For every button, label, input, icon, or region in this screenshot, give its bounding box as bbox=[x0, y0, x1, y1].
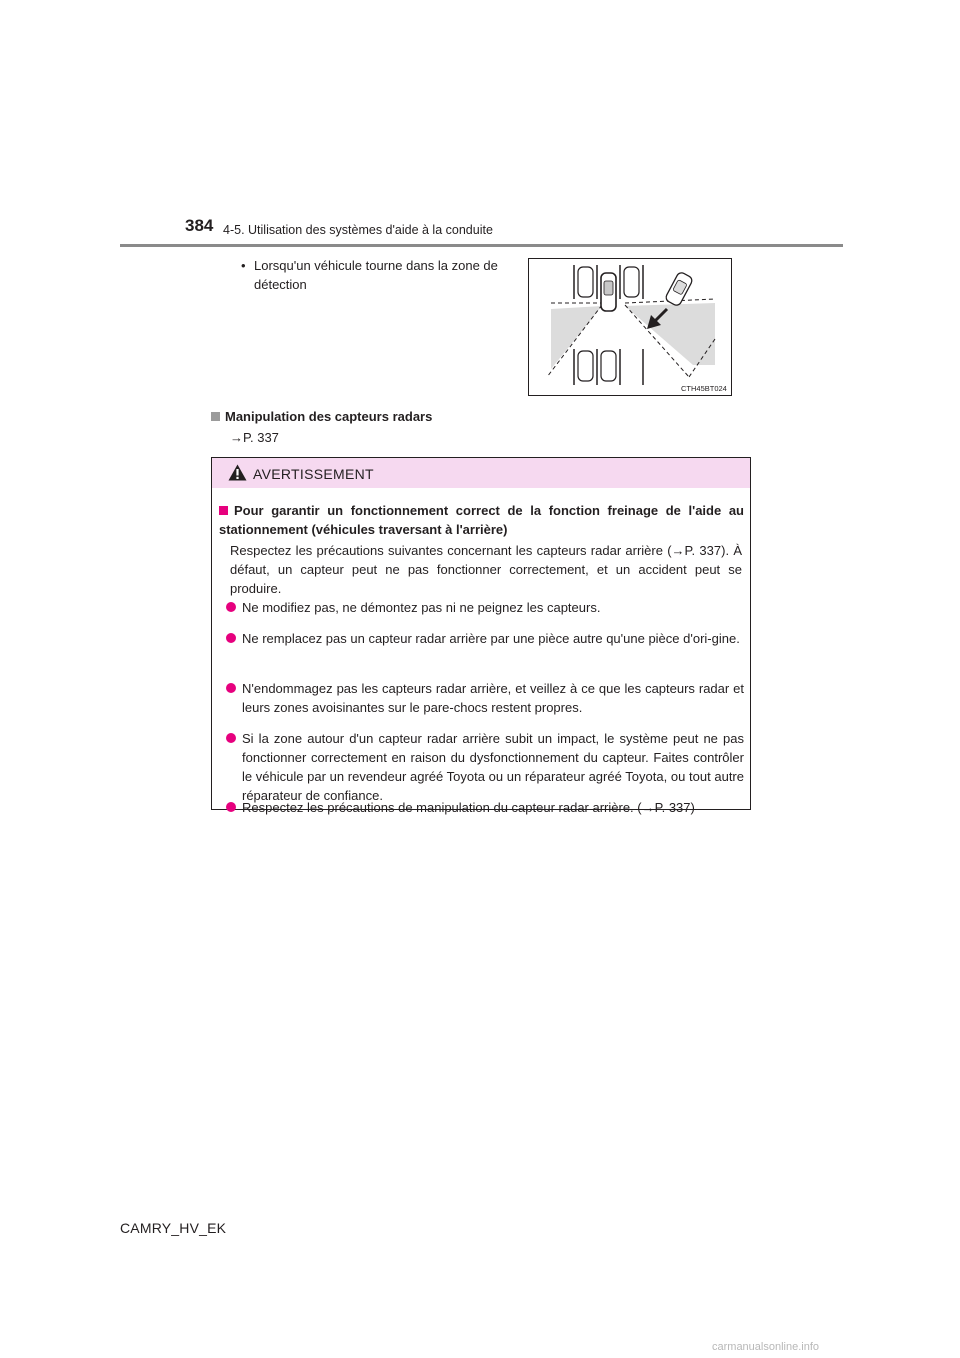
bullet-glyph: • bbox=[241, 258, 246, 273]
subsection-heading bbox=[211, 409, 432, 425]
bullet-dot-icon bbox=[226, 802, 236, 812]
warning-title: AVERTISSEMENT bbox=[253, 466, 374, 482]
square-bullet-icon bbox=[211, 412, 220, 421]
warning-item-text: Ne remplacez pas un capteur radar arrière par une pièce autre qu'une pièce d'ori-gine. bbox=[242, 631, 740, 646]
bullet-dot-icon bbox=[226, 733, 236, 743]
header-divider bbox=[120, 244, 843, 247]
warning-item-text: Ne modifiez pas, ne démontez pas ni ne peignez les capteurs. bbox=[242, 600, 601, 615]
page-number: 384 bbox=[185, 216, 214, 235]
figure-vehicle-turning-detection-zone bbox=[528, 258, 732, 396]
warning-header bbox=[212, 458, 750, 488]
warning-heading-text: Pour garantir un fonctionnement correct de la fonction freinage de l'aide au stationnement (véhicules traversant à l'arrière) bbox=[219, 503, 744, 537]
section-title: 4-5. Utilisation des systèmes d'aide à la conduite bbox=[223, 223, 493, 237]
warning-item-text: Si la zone autour d'un capteur radar arrière subit un impact, le système peut ne pas fonctionner correctement en raison du dysfonctionnement du capteur. Faites contrôler le véhicule par un revendeur agréé Toyota ou un réparateur agréé Toyota, ou tout autre réparateur de confiance. bbox=[242, 731, 744, 803]
bullet-dot-icon bbox=[226, 602, 236, 612]
turning-vehicle bbox=[664, 271, 693, 307]
parked-car bbox=[601, 351, 616, 381]
own-vehicle-roof bbox=[604, 281, 613, 295]
parking-lot-illustration bbox=[529, 259, 731, 395]
parked-car bbox=[624, 267, 639, 297]
warning-box bbox=[211, 457, 751, 815]
square-bullet-icon bbox=[219, 506, 228, 515]
page-reference: →P. 337 bbox=[230, 430, 279, 445]
warning-item-text: Respectez les précautions de manipulation du capteur radar arrière. (→P. 337) bbox=[242, 800, 695, 815]
detection-zone-left bbox=[551, 306, 602, 369]
detection-bullet-text: Lorsqu'un véhicule tourne dans la zone de détection bbox=[254, 258, 498, 292]
warning-triangle-icon bbox=[228, 464, 247, 481]
warning-intro: Respectez les précautions suivantes concernant les capteurs radar arrière (→P. 337). À défaut, un capteur peut ne pas fonctionner correctement, et un accident peut se produire. bbox=[230, 543, 742, 596]
detection-zone-right bbox=[625, 303, 715, 365]
warning-item-text: N'endommagez pas les capteurs radar arrière, et veillez à ce que les capteurs radar et leurs zones avoisinantes sur le pare-chocs restent propres. bbox=[242, 681, 744, 715]
figure-code: CTH45BT024 bbox=[681, 384, 727, 393]
watermark: carmanualsonline.info bbox=[712, 1341, 820, 1353]
bullet-dot-icon bbox=[226, 633, 236, 643]
parked-car bbox=[578, 351, 593, 381]
bullet-dot-icon bbox=[226, 683, 236, 693]
parked-car bbox=[578, 267, 593, 297]
warning-heading bbox=[219, 501, 744, 539]
model-code: CAMRY_HV_EK bbox=[120, 1220, 227, 1236]
subsection-heading-text: Manipulation des capteurs radars bbox=[225, 409, 433, 424]
